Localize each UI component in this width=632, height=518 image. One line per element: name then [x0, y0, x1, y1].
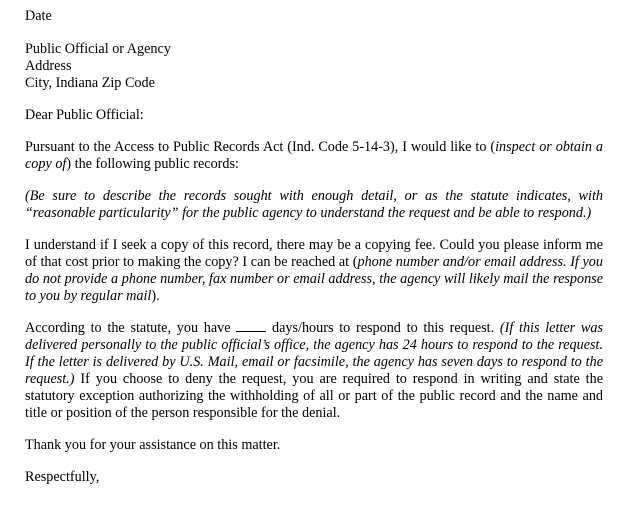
copying-fee-text-end: ). — [151, 288, 160, 304]
copying-fee-paragraph — [25, 237, 603, 305]
request-placeholder: inspect or obtain a copy of — [25, 139, 603, 172]
contact-placeholder: phone number and/or email address. If you do not provide a phone number, fax number or email address, the agency will likely mail the response to you by regular mail — [25, 254, 603, 304]
recipient-address: Address — [25, 58, 72, 74]
records-description-text: (Be sure to describe the records sought with enough detail, or as the statute indicates, with “reasonable particularity” for the public agency to understand the request and be able to respond.) — [25, 188, 603, 221]
request-paragraph — [25, 139, 603, 173]
statute-text-end: If you choose to deny the request, you are required to respond in writing and state the statutory exception authorizing the withholding of all or part of the public record and the name and title or position of the person responsible for the denial. — [25, 371, 603, 421]
days-blank — [236, 320, 266, 332]
statute-text-start: According to the statute, you have — [25, 320, 237, 336]
recipient-city: City, Indiana Zip Code — [25, 75, 155, 91]
copying-fee-text: I understand if I seek a copy of this record, there may be a copying fee. Could you please inform me of that cost prior to making the copy? I can be reached at ( — [25, 237, 603, 270]
statute-paragraph — [25, 320, 603, 422]
thanks-line: Thank you for your assistance on this matter. — [25, 437, 281, 453]
signoff: Respectfully, — [25, 469, 100, 485]
request-text-start: Pursuant to the Access to Public Records Act (Ind. Code 5-14-3), I would like to ( — [25, 139, 496, 155]
records-description-instruction — [25, 188, 603, 222]
statute-text-mid: days/hours to respond to this request. — [266, 320, 500, 336]
letter-document — [25, 8, 603, 486]
recipient-block — [25, 41, 603, 92]
request-text-end: ) the following public records: — [66, 156, 239, 172]
recipient-name: Public Official or Agency — [25, 41, 171, 57]
salutation: Dear Public Official: — [25, 107, 144, 123]
date-line: Date — [25, 8, 52, 24]
response-time-note: (If this letter was delivered personally to the public official’s office, the agency has 24 hours to respond to the request. If the letter is delivered by U.S. Mail, email or facsimile, the agency has seven days to respond to the request.) — [25, 320, 603, 387]
